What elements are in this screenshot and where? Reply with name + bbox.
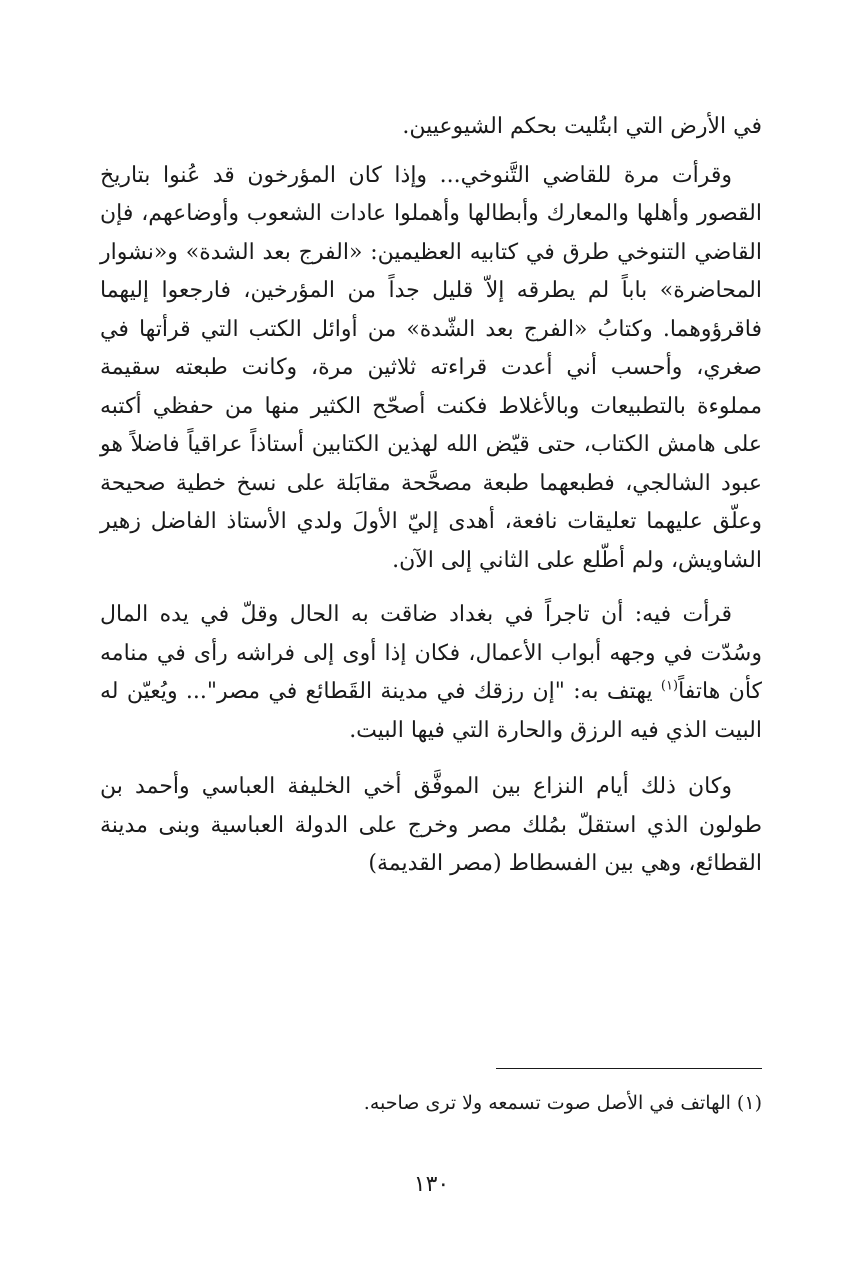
paragraph-merchant-dream (100, 596, 762, 750)
paragraph-continuation: في الأرض التي ابتُليت بحكم الشيوعيين. (402, 114, 762, 139)
footnote: (١) الهاتف في الأصل صوت تسمعه ولا ترى صاحبه. (363, 1092, 762, 1114)
paragraph-merchant-dream-before: قرأت فيه: أن تاجراً في بغداد ضاقت به الحال وقلّ في يده المال وسُدّت في وجهه أبواب الأعمال، فكان إذا أوى إلى فراشه رأى في منامه كأن هاتفاً (100, 602, 762, 704)
body-text (100, 108, 762, 884)
page-number: ١٣٠ (413, 1172, 450, 1197)
paragraph-tulun-era: وكان ذلك أيام النزاع بين الموفَّق أخي الخليفة العباسي وأحمد بن طولون الذي استقلّ بمُلك مصر وخرج على الدولة العباسية وبنى مدينة القطائع، وهي بين الفسطاط (مصر القديمة) (100, 774, 762, 876)
footnote-divider (496, 1068, 762, 1069)
footnote-reference: (١) (660, 678, 679, 694)
paragraph-merchant-dream-after: يهتف به: "إن رزقك في مدينة القَطائع في مصر"... ويُعيّن له البيت الذي فيه الرزق والحارة التي فيها البيت. (100, 679, 762, 743)
paragraph-tanukhi: وقرأت مرة للقاضي التَّنوخي... وإذا كان المؤرخون قد عُنوا بتاريخ القصور وأهلها والمعارك وأبطالها وأهملوا عادات الشعوب وأوضاعهم، فإن القاضي التنوخي طرق في كتابيه العظيمين: «الفرج بعد الشدة» و«نشوار المحاضرة» باباً لم يطرقه إلاّ قليل جداً من المؤرخين، فارجعوا إليهما فاقرؤوهما. وكتابُ «الفرج بعد الشّدة» من أوائل الكتب التي قرأتها في صغري، وأحسب أني أعدت قراءته ثلاثين مرة، وكانت طبعته سقيمة مملوءة بالتطبيعات وبالأغلاط فكنت أصحّح الكثير منها من حفظي أكتبه على هامش الكتاب، حتى قيّض الله لهذين الكتابين أستاذاً عراقياً فاضلاً هو عبود الشالجي، فطبعهما طبعة مصحَّحة مقابَلة على نسخ خطية صحيحة وعلّق عليهما تعليقات نافعة، أهدى إليّ الأولَ ولدي الأستاذ الفاضل زهير الشاويش، ولم أطّلع على الثاني إلى الآن. (100, 162, 762, 573)
